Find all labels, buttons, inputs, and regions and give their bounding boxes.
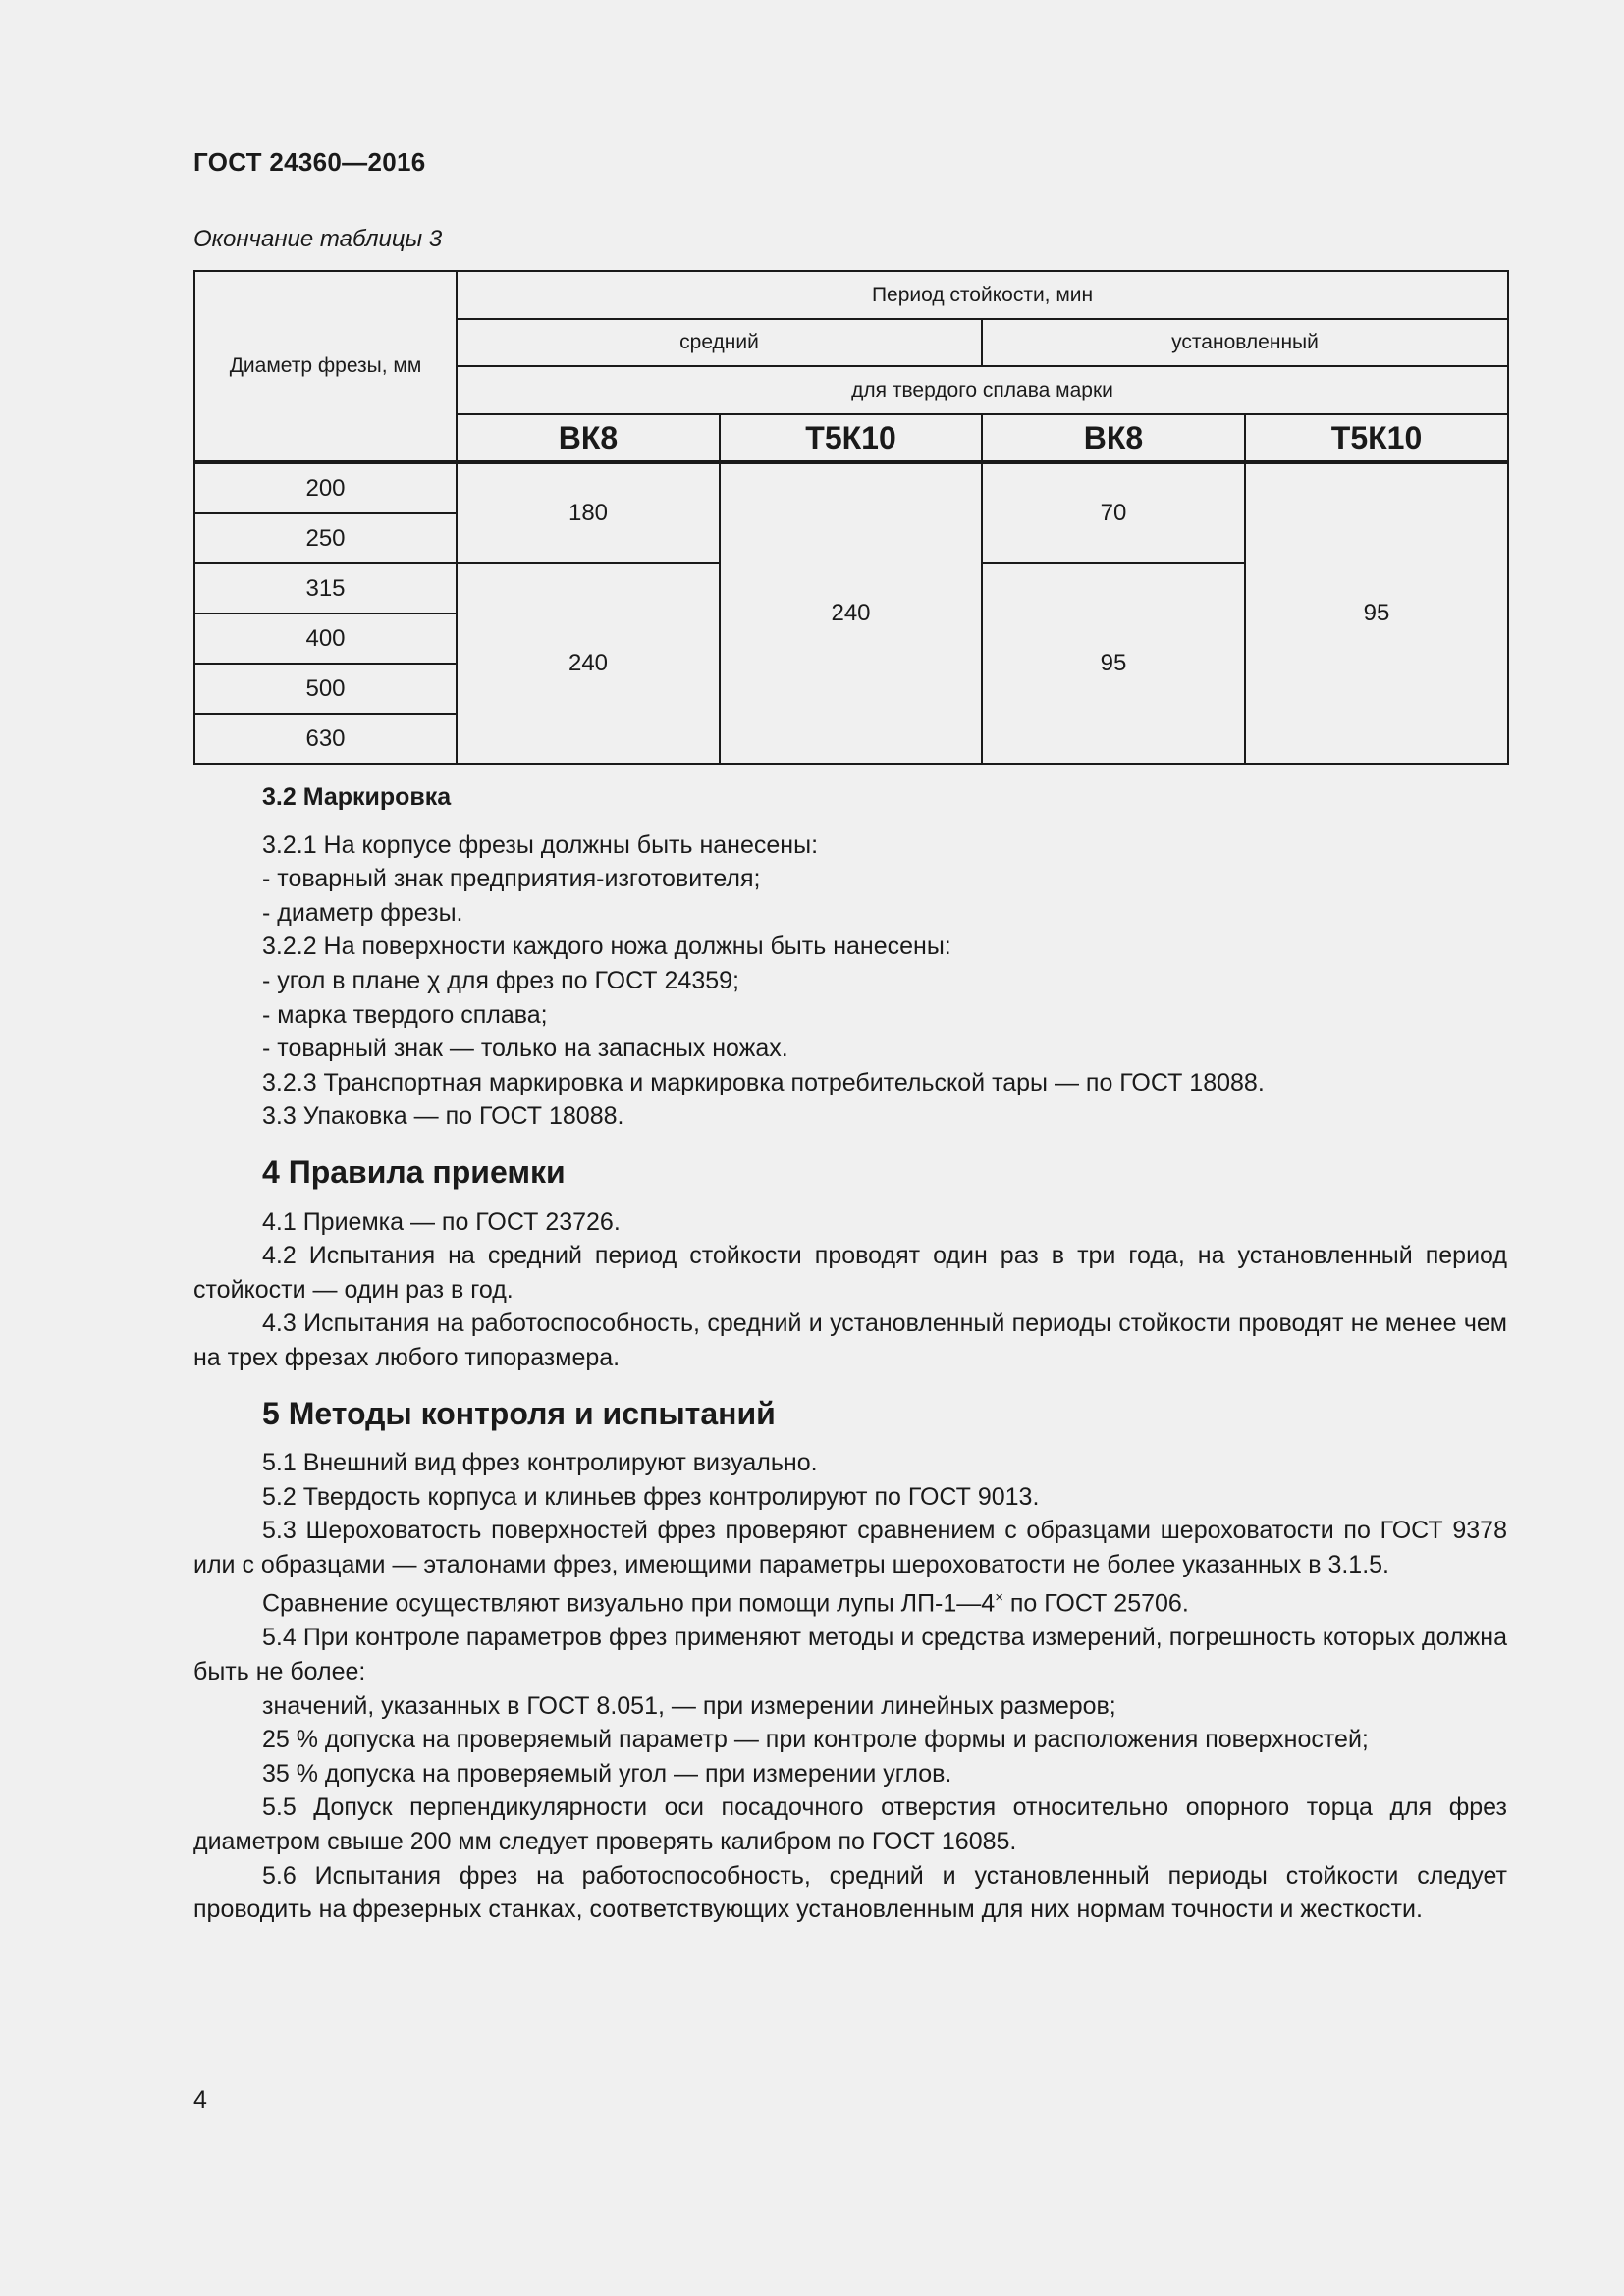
paragraph: 35 % допуска на проверяемый угол — при измерении углов. xyxy=(262,1759,952,1788)
diameter-cell: 315 xyxy=(194,563,457,614)
avg-vk8-top-cell: 180 xyxy=(457,462,720,563)
page-number: 4 xyxy=(193,2086,207,2113)
paragraph: значений, указанных в ГОСТ 8.051, — при измерении линейных размеров; xyxy=(262,1691,1116,1720)
section-3-2-title: 3.2 Маркировка xyxy=(262,783,452,811)
diameter-cell: 630 xyxy=(194,714,457,764)
cutter-life-table xyxy=(193,270,1509,765)
marking-list xyxy=(193,828,1507,1134)
diameter-cell: 250 xyxy=(194,513,457,563)
header-set: установленный xyxy=(982,319,1508,366)
document-body xyxy=(193,780,1507,1927)
avg-t5k10-cell: 240 xyxy=(720,462,982,764)
diameter-cell: 200 xyxy=(194,462,457,513)
paragraph: 4.2 Испытания на средний период стойкости проводят один раз в три года, на установленный период стойкости — один раз в год. xyxy=(193,1242,1507,1304)
header-t5k10-set: Т5К10 xyxy=(1245,414,1508,462)
set-vk8-bottom-cell: 95 xyxy=(982,563,1245,764)
magnification-superscript: × xyxy=(995,1589,1003,1607)
paragraph-text: Сравнение осуществляют визуально при помощи лупы ЛП-1—4 xyxy=(262,1589,996,1618)
diameter-cell: 400 xyxy=(194,614,457,664)
header-alloy: для твердого сплава марки xyxy=(457,366,1508,414)
marking-line: - марка твердого сплава; xyxy=(262,1000,548,1029)
marking-line: 3.2.1 На корпусе фрезы должны быть нанесены: xyxy=(262,830,819,859)
document-code: ГОСТ 24360—2016 xyxy=(193,147,426,177)
avg-vk8-bottom-cell: 240 xyxy=(457,563,720,764)
marking-line: 3.2.2 На поверхности каждого ножа должны быть нанесены: xyxy=(262,933,951,961)
marking-line: - товарный знак — только на запасных ножах. xyxy=(262,1035,788,1063)
paragraph: 5.3 Шероховатость поверхностей фрез проверяют сравнением с образцами шероховатости по ГОСТ 9378 или с образцами — эталонами фрез, имеющими параметры шероховатости не более указанных в 3.1.5. xyxy=(193,1517,1507,1578)
section-5-title: 5 Методы контроля и испытаний xyxy=(262,1395,776,1431)
header-average: средний xyxy=(457,319,982,366)
paragraph: 5.1 Внешний вид фрез контролируют визуально. xyxy=(262,1449,818,1477)
paragraph: 25 % допуска на проверяемый параметр — при контроле формы и расположения поверхностей; xyxy=(262,1726,1369,1754)
paragraph: 5.2 Твердость корпуса и клиньев фрез контролируют по ГОСТ 9013. xyxy=(262,1482,1040,1511)
paragraph-text: по ГОСТ 25706. xyxy=(1002,1589,1189,1618)
marking-line: - товарный знак предприятия-изготовителя; xyxy=(262,865,761,893)
set-vk8-top-cell: 70 xyxy=(982,462,1245,563)
header-vk8-average: ВК8 xyxy=(457,414,720,462)
marking-line: - угол в плане χ для фрез по ГОСТ 24359; xyxy=(262,966,739,994)
table-row xyxy=(194,462,1508,513)
marking-line: - диаметр фрезы. xyxy=(262,898,463,927)
marking-line: 3.2.3 Транспортная маркировка и маркировка потребительской тары — по ГОСТ 18088. xyxy=(262,1068,1265,1096)
table-caption: Окончание таблицы 3 xyxy=(193,226,443,252)
paragraph: 5.4 При контроле параметров фрез применяют методы и средства измерений, погрешность которых должна быть не более: xyxy=(193,1624,1507,1685)
diameter-cell: 500 xyxy=(194,664,457,714)
marking-line: 3.3 Упаковка — по ГОСТ 18088. xyxy=(262,1102,624,1131)
paragraph: 4.3 Испытания на работоспособность, средний и установленный периоды стойкости проводят не менее чем на трех фрезах любого типоразмера. xyxy=(193,1309,1507,1371)
section-4-title: 4 Правила приемки xyxy=(262,1153,566,1190)
header-diameter: Диаметр фрезы, мм xyxy=(194,271,457,462)
header-t5k10-average: Т5К10 xyxy=(720,414,982,462)
paragraph: 4.1 Приемка — по ГОСТ 23726. xyxy=(262,1207,621,1236)
header-period: Период стойкости, мин xyxy=(457,271,1508,319)
paragraph xyxy=(193,1581,1507,1621)
paragraph: 5.5 Допуск перпендикулярности оси посадочного отверстия относительно опорного торца для фрез диаметром свыше 200 мм следует проверять калибром по ГОСТ 16085. xyxy=(193,1793,1507,1855)
set-t5k10-cell: 95 xyxy=(1245,462,1508,764)
paragraph: 5.6 Испытания фрез на работоспособность, средний и установленный периоды стойкости следует проводить на фрезерных станках, соответствующих установленным для них нормам точности и жесткости. xyxy=(193,1861,1507,1924)
header-vk8-set: ВК8 xyxy=(982,414,1245,462)
